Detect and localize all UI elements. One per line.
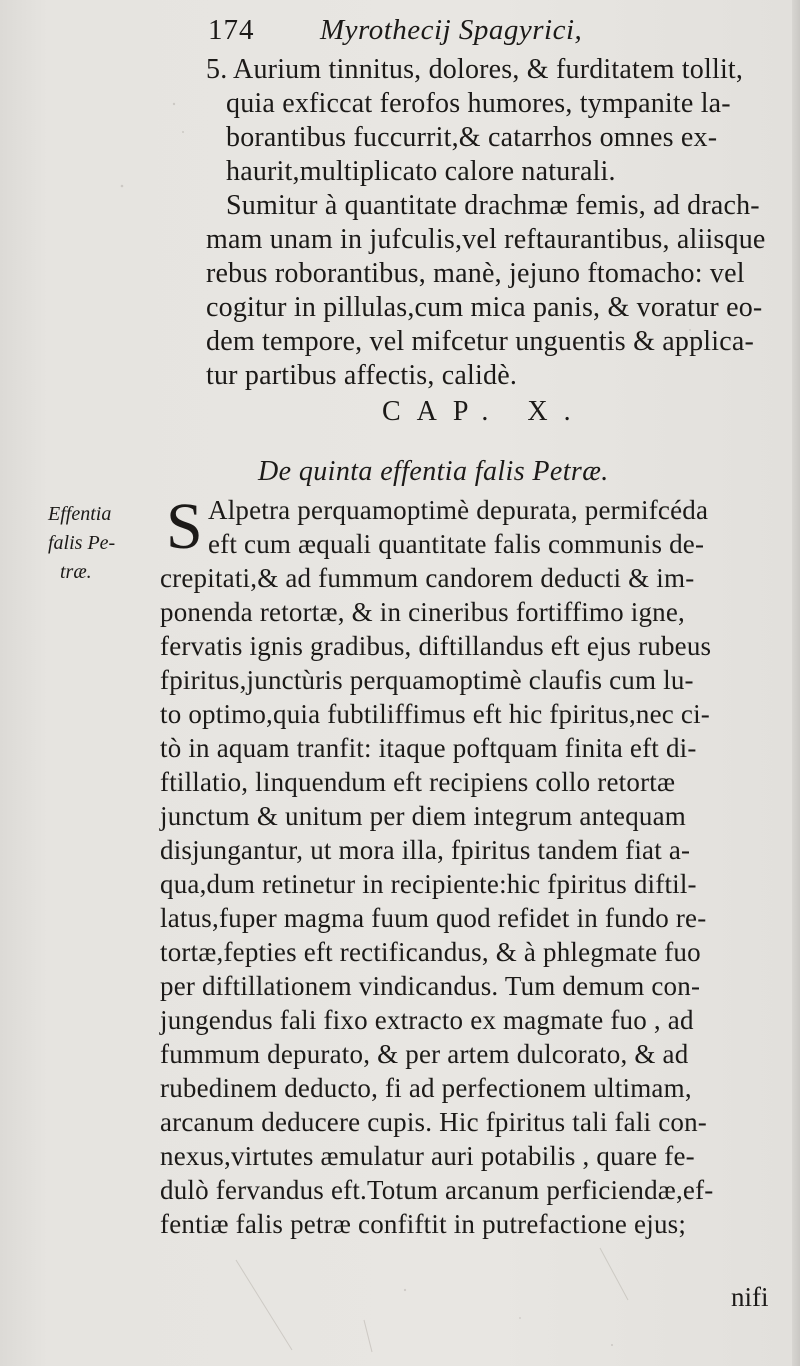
marginal-note-line: falis Pe-	[48, 532, 116, 554]
text-line: tur partibus affectis, calidè.	[206, 360, 518, 391]
text-line: ftillatio, linquendum eft recipiens collo retortæ	[160, 767, 676, 797]
text-line: arcanum deducere cupis. Hic fpiritus tali fali con-	[160, 1107, 707, 1137]
text-line: to optimo,quia fubtiliffimus eft hic fpiritus,nec ci-	[160, 699, 710, 729]
text-line: rebus roborantibus, manè, jejuno ftomacho: vel	[206, 258, 745, 289]
text-line: rubedinem deducto, fi ad perfectionem ultimam,	[160, 1073, 692, 1103]
text-line: tò in aquam tranfit: itaque poftquam finita eft di-	[160, 733, 697, 763]
text-line: cogitur in pillulas,cum mica panis, & voratur eo-	[206, 292, 763, 323]
marginal-note-line: Effentia	[48, 503, 112, 525]
text-line: fervatis ignis gradibus, diftillandus eft ejus rubeus	[160, 631, 712, 661]
text-line: Sumitur à quantitate drachmæ femis, ad drach-	[226, 190, 760, 221]
text-line: jungendus fali fixo extracto ex magmate fuo , ad	[160, 1005, 694, 1035]
text-line: junctum & unitum per diem integrum antequam	[160, 801, 686, 831]
text-line: nexus,virtutes æmulatur auri potabilis , quare fe-	[160, 1141, 695, 1171]
drop-cap: S	[166, 490, 203, 563]
text-line: qua,dum retinetur in recipiente:hic fpiritus diftil-	[160, 869, 697, 899]
text-line: fentiæ falis petræ confiftit in putrefactione ejus;	[160, 1209, 687, 1239]
text-line: mam unam in jufculis,vel reftaurantibus, aliisque	[206, 224, 766, 255]
text-line: tortæ,fepties eft rectificandus, & à phlegmate fuo	[160, 937, 701, 967]
text-line: crepitati,& ad fummum candorem deducti & im-	[160, 563, 695, 593]
text-line: dulò fervandus eft.Totum arcanum perficiendæ,ef-	[160, 1175, 714, 1205]
text-line: fpiritus,junctùris perquamoptimè claufis cum lu-	[160, 665, 694, 695]
text-line: ponenda retortæ, & in cineribus fortiffimo igne,	[160, 597, 685, 627]
chapter-title: De quinta effentia falis Petræ.	[258, 456, 609, 487]
page-number: 174	[208, 14, 255, 46]
text-line: borantibus fuccurrit,& catarrhos omnes ex-	[226, 122, 718, 153]
text-line: 5. Aurium tinnitus, dolores, & furditatem tollit,	[206, 54, 744, 85]
text-line: Alpetra perquamoptimè depurata, permifcéda	[208, 495, 709, 525]
text-line: quia exficcat ferofos humores, tympanite la-	[226, 88, 731, 119]
text-line: dem tempore, vel mifcetur unguentis & applica-	[206, 326, 755, 357]
chapter-heading: CAP. X.	[382, 396, 587, 427]
text-line: eft cum æquali quantitate falis communis de-	[208, 529, 705, 559]
marginal-note-line: træ.	[60, 561, 92, 583]
running-title: Myrothecij Spagyrici,	[320, 14, 583, 46]
text-line: disjungantur, ut mora illa, fpiritus tandem fiat a-	[160, 835, 691, 865]
text-line: fummum depurato, & per artem dulcorato, & ad	[160, 1039, 689, 1069]
text-line: haurit,multiplicato calore naturali.	[226, 156, 616, 187]
catchword: nifi	[731, 1282, 769, 1312]
text-line: latus,fuper magma fuum quod refidet in fundo re-	[160, 903, 707, 933]
text-line: per diftillationem vindicandus. Tum demum con-	[160, 971, 701, 1001]
